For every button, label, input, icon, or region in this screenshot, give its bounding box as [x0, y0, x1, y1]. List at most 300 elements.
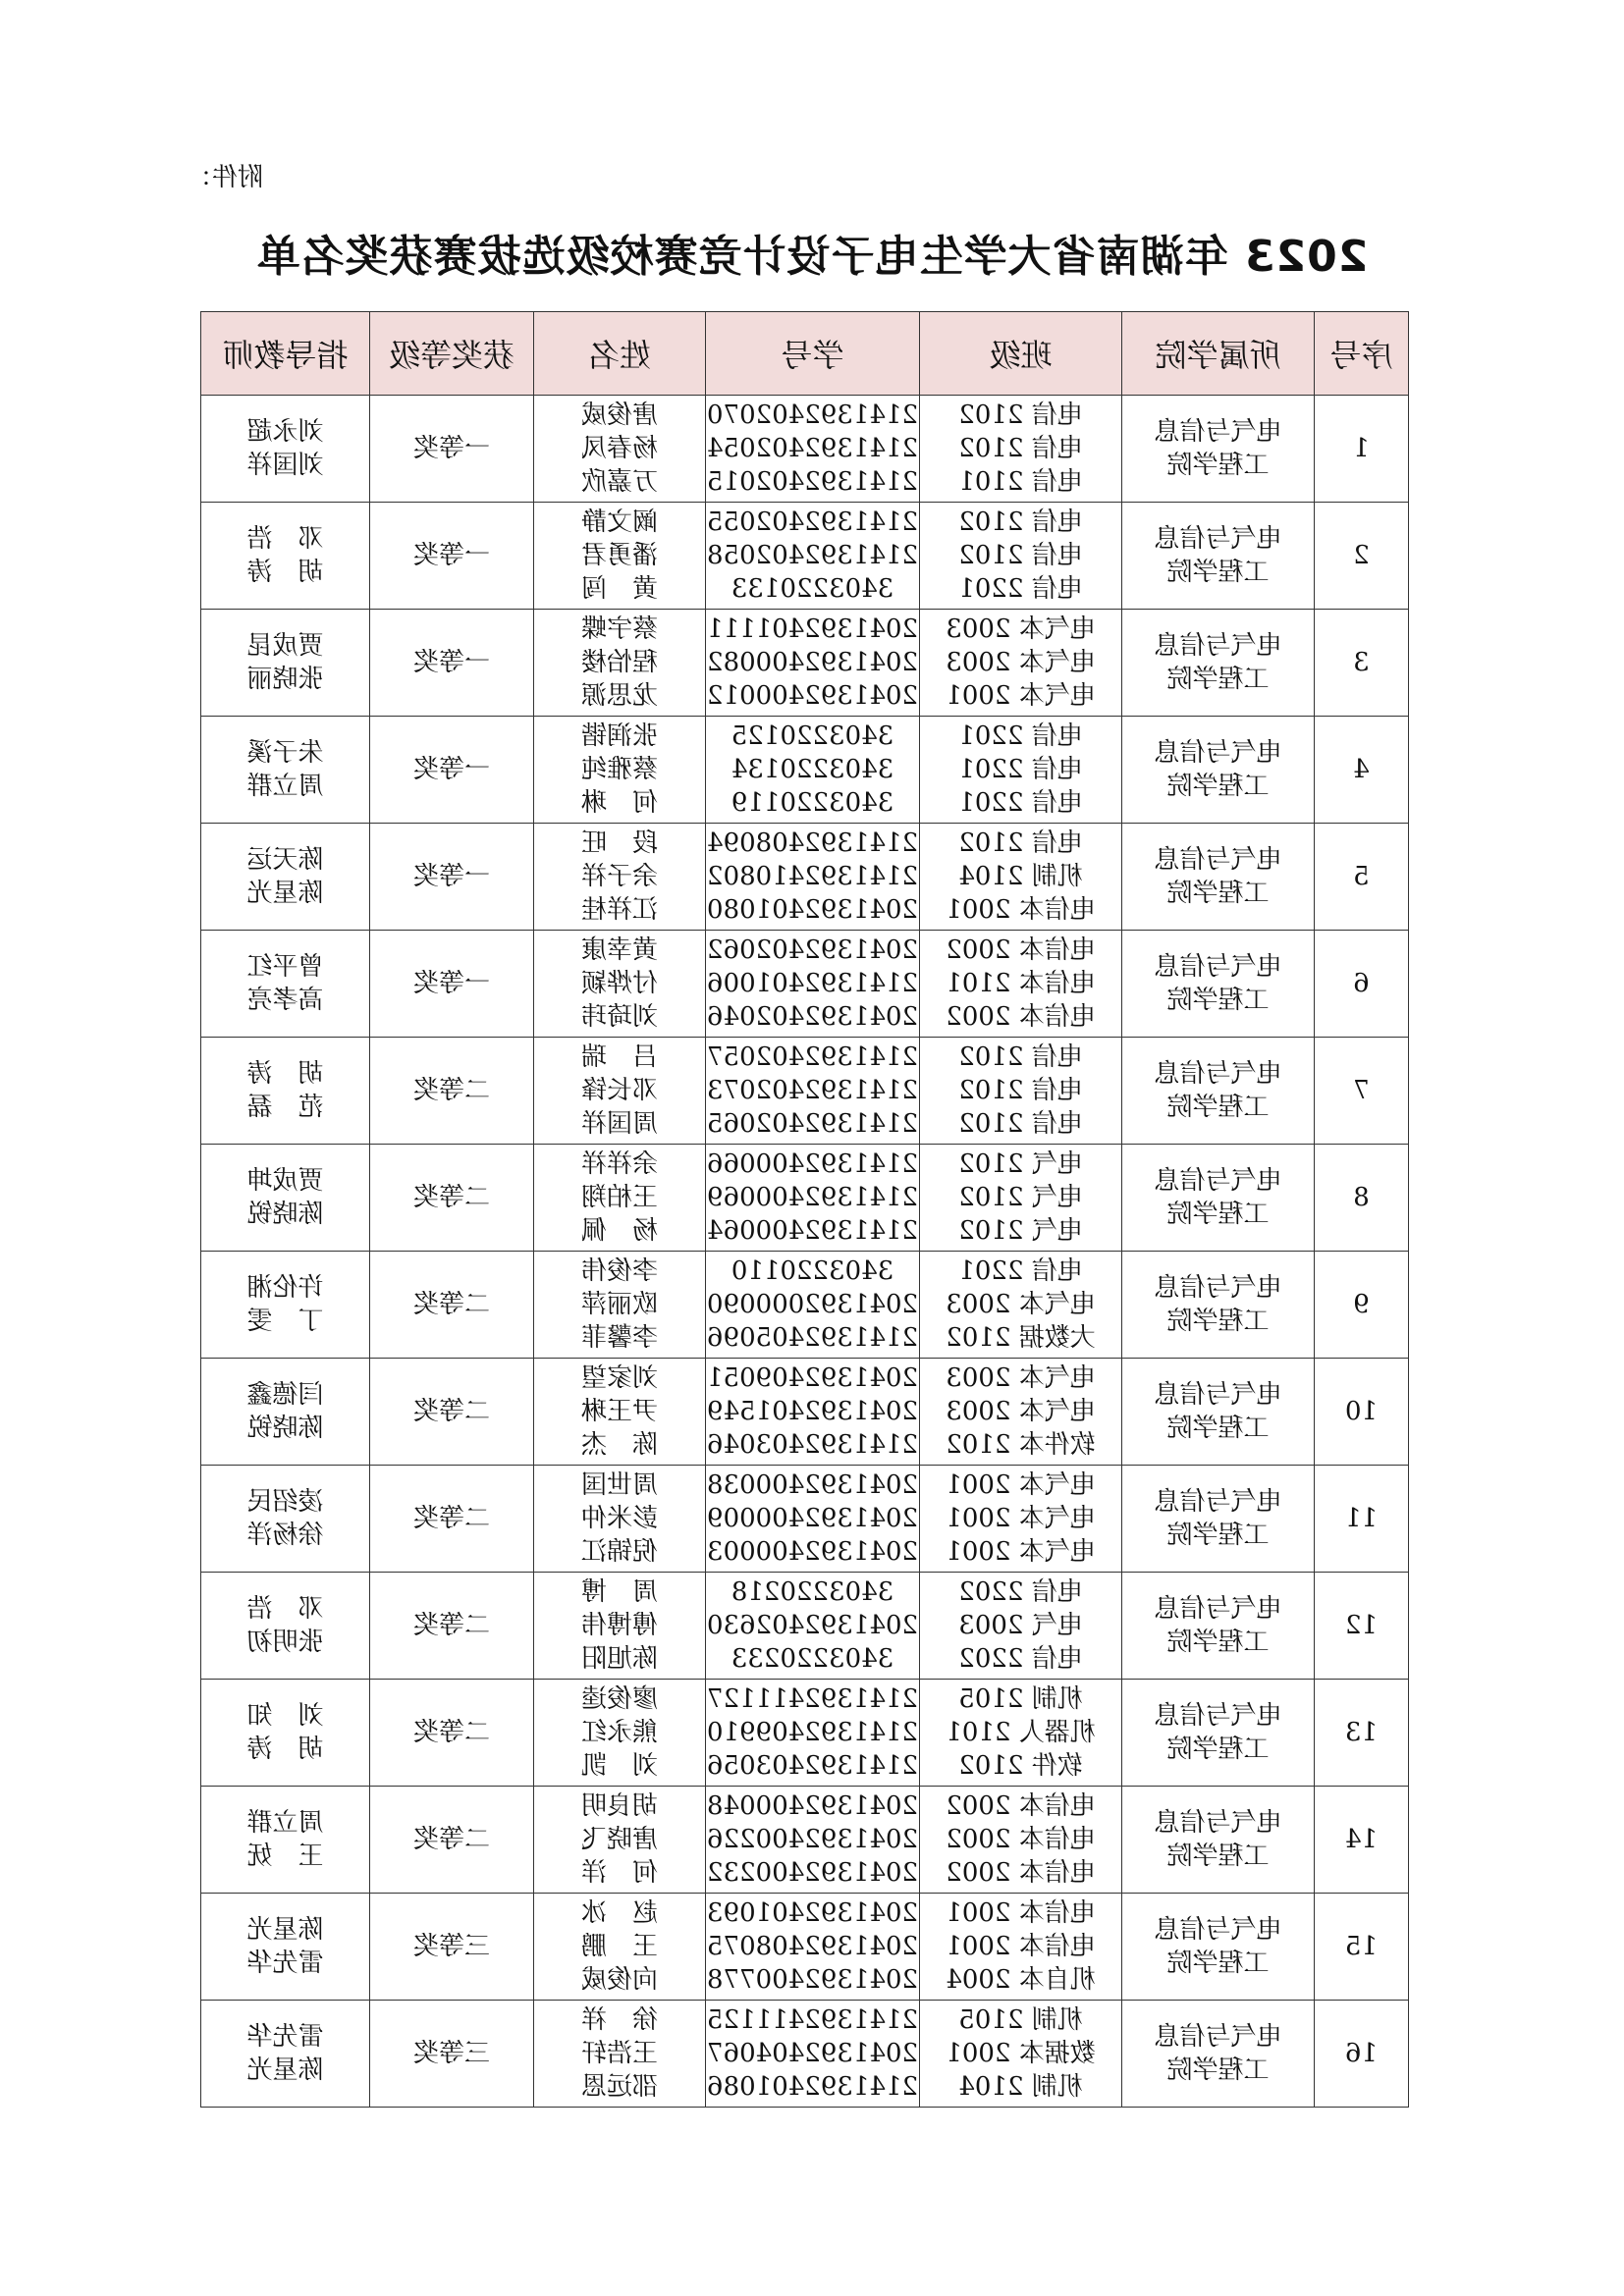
advisor-line: 胡 涛 — [246, 1735, 324, 1764]
cell-name — [534, 717, 706, 824]
cell-advisor — [201, 1359, 370, 1466]
cell-award-level: 一等奖 — [370, 931, 534, 1038]
student-name-line: 余子祥 — [581, 862, 659, 891]
cell-college — [1122, 503, 1315, 610]
table-row — [201, 610, 1409, 717]
class-line: 电气本 2003 — [946, 1290, 1096, 1319]
student-id-line: 2141392402054 — [706, 434, 919, 463]
class-line: 数据本 2001 — [946, 2039, 1096, 2068]
cell-advisor — [201, 717, 370, 824]
student-id-line: 2141392411127 — [706, 1684, 919, 1714]
student-name-line: 李俊伟 — [581, 1256, 659, 1286]
cell-advisor — [201, 610, 370, 717]
cell-college — [1122, 610, 1315, 717]
header-seq: 序号 — [1315, 312, 1409, 396]
cell-seq: 14 — [1315, 1787, 1409, 1894]
cell-class — [920, 610, 1122, 717]
student-id-line: 2141392400064 — [706, 1216, 919, 1246]
class-line: 电气本 2003 — [946, 614, 1096, 644]
class-line: 电信 2102 — [958, 828, 1083, 858]
cell-class — [920, 1573, 1122, 1680]
cell-college — [1122, 1787, 1315, 1894]
cell-class — [920, 2001, 1122, 2108]
student-name-line: 杨 佩 — [581, 1216, 659, 1246]
college-line: 电气与信息 — [1154, 1701, 1282, 1731]
table-row — [201, 396, 1409, 503]
cell-seq: 1 — [1315, 396, 1409, 503]
cell-class — [920, 1680, 1122, 1787]
table-row — [201, 1573, 1409, 1680]
class-line: 电信 2201 — [958, 721, 1083, 751]
student-id-line: 2141392411125 — [706, 2005, 919, 2035]
student-name-line: 阚文静 — [581, 507, 659, 537]
student-id-line: 3403220119 — [731, 788, 894, 818]
advisor-line: 陈天运 — [246, 845, 324, 875]
cell-class — [920, 503, 1122, 610]
student-name-line: 段 旺 — [581, 828, 659, 858]
student-name-line: 吕 瑞 — [581, 1042, 659, 1072]
student-id-line: 2041392400012 — [706, 681, 919, 711]
advisor-line: 胡 涛 — [246, 1059, 324, 1089]
class-line: 电信本 2002 — [946, 1791, 1096, 1821]
advisor-line: 邓 浩 — [246, 524, 324, 554]
cell-college — [1122, 1573, 1315, 1680]
student-name-line: 胡良明 — [581, 1791, 659, 1821]
advisor-line: 凌绍民 — [246, 1487, 324, 1517]
cell-award-level: 二等奖 — [370, 1252, 534, 1359]
college-line: 工程学院 — [1166, 879, 1270, 908]
cell-class — [920, 396, 1122, 503]
cell-class — [920, 1787, 1122, 1894]
student-id-line: 2141392400066 — [706, 1149, 919, 1179]
class-line: 电信 2102 — [958, 1076, 1083, 1105]
cell-seq: 2 — [1315, 503, 1409, 610]
cell-award-level: 一等奖 — [370, 824, 534, 931]
student-id-line: 2041392401080 — [706, 895, 919, 925]
student-id-line: 2141392402058 — [706, 541, 919, 570]
table-header-row — [201, 312, 1409, 396]
college-line: 工程学院 — [1166, 772, 1270, 801]
cell-name — [534, 1359, 706, 1466]
cell-name — [534, 1145, 706, 1252]
student-name-line: 蔡宇蝶 — [581, 614, 659, 644]
student-name-line: 杨春凤 — [581, 434, 659, 463]
cell-advisor — [201, 1894, 370, 2001]
class-line: 软件本 2102 — [946, 1430, 1096, 1460]
student-name-line: 廖俊逵 — [581, 1684, 659, 1714]
advisor-line: 陈星光 — [246, 2056, 324, 2085]
cell-student-id — [706, 1466, 920, 1573]
advisor-line: 曾平红 — [246, 952, 324, 982]
cell-award-level: 一等奖 — [370, 610, 534, 717]
cell-student-id — [706, 1787, 920, 1894]
cell-college — [1122, 1145, 1315, 1252]
student-name-line: 熊永红 — [581, 1718, 659, 1747]
cell-name — [534, 931, 706, 1038]
college-line: 工程学院 — [1166, 1307, 1270, 1336]
class-line: 电信 2102 — [958, 434, 1083, 463]
class-line: 电气 2102 — [958, 1183, 1083, 1212]
cell-student-id — [706, 717, 920, 824]
college-line: 工程学院 — [1166, 1200, 1270, 1229]
cell-seq: 6 — [1315, 931, 1409, 1038]
class-line: 电气 2102 — [958, 1149, 1083, 1179]
class-line: 电信本 2002 — [946, 1858, 1096, 1888]
college-line: 电气与信息 — [1154, 845, 1282, 875]
student-id-line: 2141392409910 — [706, 1718, 919, 1747]
college-line: 电气与信息 — [1154, 2022, 1282, 2052]
student-name-line: 李馨菲 — [581, 1323, 659, 1353]
student-id-line: 2141392405096 — [706, 1323, 919, 1353]
class-line: 电气本 2003 — [946, 1397, 1096, 1426]
cell-seq: 9 — [1315, 1252, 1409, 1359]
advisor-line: 陈晓锐 — [246, 1414, 324, 1443]
student-name-line: 付烨颖 — [581, 969, 659, 998]
table-row — [201, 1145, 1409, 1252]
cell-name — [534, 1573, 706, 1680]
class-line: 电信本 2001 — [946, 895, 1096, 925]
college-line: 电气与信息 — [1154, 1273, 1282, 1303]
college-line: 工程学院 — [1166, 558, 1270, 587]
advisor-line: 邓 浩 — [246, 1594, 324, 1624]
college-line: 电气与信息 — [1154, 952, 1282, 982]
student-id-line: 3403220133 — [731, 574, 894, 604]
college-line: 电气与信息 — [1154, 524, 1282, 554]
student-id-line: 2041392401549 — [706, 1397, 919, 1426]
cell-student-id — [706, 931, 920, 1038]
cell-seq: 11 — [1315, 1466, 1409, 1573]
cell-advisor — [201, 2001, 370, 2108]
class-line: 电信本 2002 — [946, 1825, 1096, 1854]
student-id-line: 2041392400082 — [706, 648, 919, 677]
cell-student-id — [706, 1680, 920, 1787]
cell-college — [1122, 1359, 1315, 1466]
student-id-line: 2141392408094 — [706, 828, 919, 858]
award-table — [200, 311, 1409, 2108]
cell-class — [920, 1466, 1122, 1573]
student-id-line: 2141392403056 — [706, 1751, 919, 1781]
student-id-line: 2041392400009 — [706, 1504, 919, 1533]
class-line: 电信 2201 — [958, 1256, 1083, 1286]
student-name-line: 万嘉欣 — [581, 467, 659, 497]
advisor-line: 陈星光 — [246, 1915, 324, 1945]
table-body — [201, 396, 1409, 2108]
student-name-line: 陈 杰 — [581, 1430, 659, 1460]
advisor-line: 贾成坤 — [246, 1166, 324, 1196]
class-line: 电信 2102 — [958, 507, 1083, 537]
class-line: 电气本 2001 — [946, 681, 1096, 711]
class-line: 电信本 2002 — [946, 1002, 1096, 1032]
class-line: 电气本 2003 — [946, 1363, 1096, 1393]
student-id-line: 2141392401086 — [706, 2072, 919, 2102]
cell-award-level: 一等奖 — [370, 503, 534, 610]
table-row — [201, 1466, 1409, 1573]
student-id-line: 2041392400048 — [706, 1791, 919, 1821]
advisor-line: 刘 知 — [246, 1701, 324, 1731]
student-id-line: 2041392404067 — [706, 2039, 919, 2068]
cell-advisor — [201, 503, 370, 610]
cell-college — [1122, 1252, 1315, 1359]
student-name-line: 刘家望 — [581, 1363, 659, 1393]
student-name-line: 蔡雅纯 — [581, 755, 659, 784]
header-class: 班级 — [920, 312, 1122, 396]
student-id-line: 3403220125 — [731, 721, 894, 751]
header-advisor: 指导教师 — [201, 312, 370, 396]
cell-name — [534, 1894, 706, 2001]
cell-seq: 10 — [1315, 1359, 1409, 1466]
header-name: 姓名 — [534, 312, 706, 396]
advisor-line: 周立群 — [246, 772, 324, 801]
student-name-line: 倪锦江 — [581, 1537, 659, 1567]
student-id-line: 3403220218 — [731, 1577, 894, 1607]
student-name-line: 欧丽萍 — [581, 1290, 659, 1319]
student-id-line: 2141392402065 — [706, 1109, 919, 1139]
college-line: 电气与信息 — [1154, 738, 1282, 768]
cell-seq: 5 — [1315, 824, 1409, 931]
table-row — [201, 1252, 1409, 1359]
advisor-line: 雷先华 — [246, 2022, 324, 2052]
cell-student-id — [706, 610, 920, 717]
cell-seq: 15 — [1315, 1894, 1409, 2001]
page-title: 2023 年湖南省大学生电子设计竞赛校级选拔赛获奖名单 — [255, 232, 1369, 282]
college-line: 电气与信息 — [1154, 1808, 1282, 1838]
student-id-line: 2141392402015 — [706, 467, 919, 497]
college-line: 工程学院 — [1166, 986, 1270, 1015]
class-line: 电气本 2001 — [946, 1537, 1096, 1567]
advisor-line: 张明初 — [246, 1628, 324, 1657]
student-id-line: 2041392408075 — [706, 1932, 919, 1961]
class-line: 电气 2102 — [958, 1216, 1083, 1246]
class-line: 电信本 2101 — [946, 969, 1096, 998]
class-line: 机器人 2101 — [946, 1718, 1096, 1747]
student-name-line: 黄 闯 — [581, 574, 659, 604]
student-name-line: 唐俊威 — [581, 400, 659, 430]
class-line: 电信 2102 — [958, 400, 1083, 430]
cell-student-id — [706, 1145, 920, 1252]
student-id-line: 2141392402057 — [706, 1042, 919, 1072]
cell-advisor — [201, 931, 370, 1038]
class-line: 电气本 2001 — [946, 1470, 1096, 1500]
cell-student-id — [706, 396, 920, 503]
college-line: 电气与信息 — [1154, 1594, 1282, 1624]
class-line: 电信 2201 — [958, 788, 1083, 818]
cell-student-id — [706, 824, 920, 931]
student-name-line: 程怡楼 — [581, 648, 659, 677]
cell-advisor — [201, 1466, 370, 1573]
class-line: 电信 2102 — [958, 541, 1083, 570]
student-id-line: 3403220134 — [731, 755, 894, 784]
student-id-line: 2141392402055 — [706, 507, 919, 537]
table-row — [201, 1787, 1409, 1894]
cell-student-id — [706, 503, 920, 610]
cell-award-level: 三等奖 — [370, 1894, 534, 2001]
cell-student-id — [706, 1038, 920, 1145]
advisor-line: 丁 雯 — [246, 1307, 324, 1336]
cell-college — [1122, 1894, 1315, 2001]
class-line: 机制 2104 — [958, 2072, 1083, 2102]
cell-college — [1122, 717, 1315, 824]
cell-name — [534, 1466, 706, 1573]
cell-class — [920, 931, 1122, 1038]
advisor-line: 陈晓锐 — [246, 1200, 324, 1229]
advisor-line: 胡 涛 — [246, 558, 324, 587]
cell-award-level: 二等奖 — [370, 1145, 534, 1252]
student-name-line: 向俊威 — [581, 1965, 659, 1995]
cell-award-level: 二等奖 — [370, 1573, 534, 1680]
class-line: 机制 2104 — [958, 862, 1083, 891]
class-line: 电信 2101 — [958, 467, 1083, 497]
cell-name — [534, 610, 706, 717]
cell-award-level: 二等奖 — [370, 1787, 534, 1894]
advisor-line: 刘永超 — [246, 417, 324, 447]
student-name-line: 何 琳 — [581, 788, 659, 818]
student-id-line: 2141392403046 — [706, 1430, 919, 1460]
student-id-line: 2041392000090 — [706, 1290, 919, 1319]
cell-college — [1122, 824, 1315, 931]
cell-advisor — [201, 1252, 370, 1359]
student-id-line: 2041392402046 — [706, 1002, 919, 1032]
header-award-level: 获奖等级 — [370, 312, 534, 396]
cell-name — [534, 503, 706, 610]
cell-college — [1122, 931, 1315, 1038]
student-name-line: 徐 祥 — [581, 2005, 659, 2035]
student-name-line: 王柏翔 — [581, 1183, 659, 1212]
advisor-line: 王 妩 — [246, 1842, 324, 1871]
college-line: 工程学院 — [1166, 1521, 1270, 1550]
cell-student-id — [706, 1894, 920, 2001]
cell-advisor — [201, 1038, 370, 1145]
cell-class — [920, 1359, 1122, 1466]
student-id-line: 3403220110 — [731, 1256, 894, 1286]
advisor-line: 朱子溪 — [246, 738, 324, 768]
college-line: 电气与信息 — [1154, 1915, 1282, 1945]
cell-class — [920, 717, 1122, 824]
cell-student-id — [706, 2001, 920, 2108]
cell-seq: 3 — [1315, 610, 1409, 717]
class-line: 软件 2102 — [958, 1751, 1083, 1781]
student-id-line: 2041392400226 — [706, 1825, 919, 1854]
cell-seq: 4 — [1315, 717, 1409, 824]
cell-advisor — [201, 1145, 370, 1252]
college-line: 工程学院 — [1166, 1093, 1270, 1122]
student-name-line: 周世国 — [581, 1470, 659, 1500]
college-line: 工程学院 — [1166, 1842, 1270, 1871]
college-line: 电气与信息 — [1154, 1487, 1282, 1517]
college-line: 工程学院 — [1166, 1949, 1270, 1978]
class-line: 电信 2202 — [958, 1577, 1083, 1607]
college-line: 工程学院 — [1166, 451, 1270, 480]
class-line: 机制 2105 — [958, 1684, 1083, 1714]
table-row — [201, 824, 1409, 931]
college-line: 工程学院 — [1166, 1735, 1270, 1764]
college-line: 电气与信息 — [1154, 1380, 1282, 1410]
college-line: 工程学院 — [1166, 1628, 1270, 1657]
student-name-line: 龙思源 — [581, 681, 659, 711]
cell-name — [534, 1680, 706, 1787]
college-line: 工程学院 — [1166, 2056, 1270, 2085]
student-id-line: 2041392400778 — [706, 1965, 919, 1995]
cell-class — [920, 1252, 1122, 1359]
attachment-label: 附件： — [187, 163, 264, 192]
class-line: 电信本 2001 — [946, 1898, 1096, 1928]
table-row — [201, 503, 1409, 610]
cell-award-level: 二等奖 — [370, 1466, 534, 1573]
cell-award-level: 一等奖 — [370, 396, 534, 503]
class-line: 电信本 2002 — [946, 935, 1096, 965]
student-id-line: 2141392402070 — [706, 400, 919, 430]
class-line: 电信 2102 — [958, 1042, 1083, 1072]
table-row — [201, 931, 1409, 1038]
student-id-line: 2041392400003 — [706, 1537, 919, 1567]
advisor-line: 高孝亮 — [246, 986, 324, 1015]
class-line: 电信 2201 — [958, 755, 1083, 784]
advisor-line: 贾成昆 — [246, 631, 324, 661]
advisor-line: 许伦湘 — [246, 1273, 324, 1303]
class-line: 大数据 2102 — [946, 1323, 1096, 1353]
cell-name — [534, 1787, 706, 1894]
cell-name — [534, 1252, 706, 1359]
student-name-line: 周国祥 — [581, 1109, 659, 1139]
student-id-line: 2041392400038 — [706, 1470, 919, 1500]
class-line: 机制 2105 — [958, 2005, 1083, 2035]
student-id-line: 2041392402630 — [706, 1611, 919, 1640]
student-name-line: 陈旭阳 — [581, 1644, 659, 1674]
student-name-line: 江祥桂 — [581, 895, 659, 925]
cell-seq: 7 — [1315, 1038, 1409, 1145]
cell-seq: 13 — [1315, 1680, 1409, 1787]
cell-name — [534, 1038, 706, 1145]
student-id-line: 2141392400069 — [706, 1183, 919, 1212]
cell-award-level: 一等奖 — [370, 717, 534, 824]
student-name-line: 邓长锋 — [581, 1076, 659, 1105]
student-name-line: 刘琦玮 — [581, 1002, 659, 1032]
table-row — [201, 1038, 1409, 1145]
cell-name — [534, 396, 706, 503]
header-student-id: 学号 — [706, 312, 920, 396]
cell-advisor — [201, 1573, 370, 1680]
student-name-line: 彭米仲 — [581, 1504, 659, 1533]
student-name-line: 何 洋 — [581, 1858, 659, 1888]
student-name-line: 余祥祥 — [581, 1149, 659, 1179]
college-line: 电气与信息 — [1154, 417, 1282, 447]
class-line: 电气本 2001 — [946, 1504, 1096, 1533]
student-name-line: 黄幸康 — [581, 935, 659, 965]
class-line: 机自本 2004 — [946, 1965, 1096, 1995]
advisor-line: 刘国祥 — [246, 451, 324, 480]
college-line: 电气与信息 — [1154, 1059, 1282, 1089]
header-college: 所属学院 — [1122, 312, 1315, 396]
student-name-line: 王 鹏 — [581, 1932, 659, 1961]
cell-student-id — [706, 1573, 920, 1680]
cell-advisor — [201, 824, 370, 931]
advisor-line: 闫德鑫 — [246, 1380, 324, 1410]
table-row — [201, 1359, 1409, 1466]
student-name-line: 王浩轩 — [581, 2039, 659, 2068]
cell-class — [920, 1038, 1122, 1145]
cell-seq: 12 — [1315, 1573, 1409, 1680]
table-row — [201, 1894, 1409, 2001]
student-id-line: 2141392402073 — [706, 1076, 919, 1105]
cell-college — [1122, 2001, 1315, 2108]
student-name-line: 刘 凯 — [581, 1751, 659, 1781]
student-id-line: 2141392401006 — [706, 969, 919, 998]
advisor-line: 陈星光 — [246, 879, 324, 908]
student-name-line: 潘勇君 — [581, 541, 659, 570]
cell-award-level: 二等奖 — [370, 1680, 534, 1787]
cell-class — [920, 1894, 1122, 2001]
cell-college — [1122, 1038, 1315, 1145]
student-name-line: 周 博 — [581, 1577, 659, 1607]
